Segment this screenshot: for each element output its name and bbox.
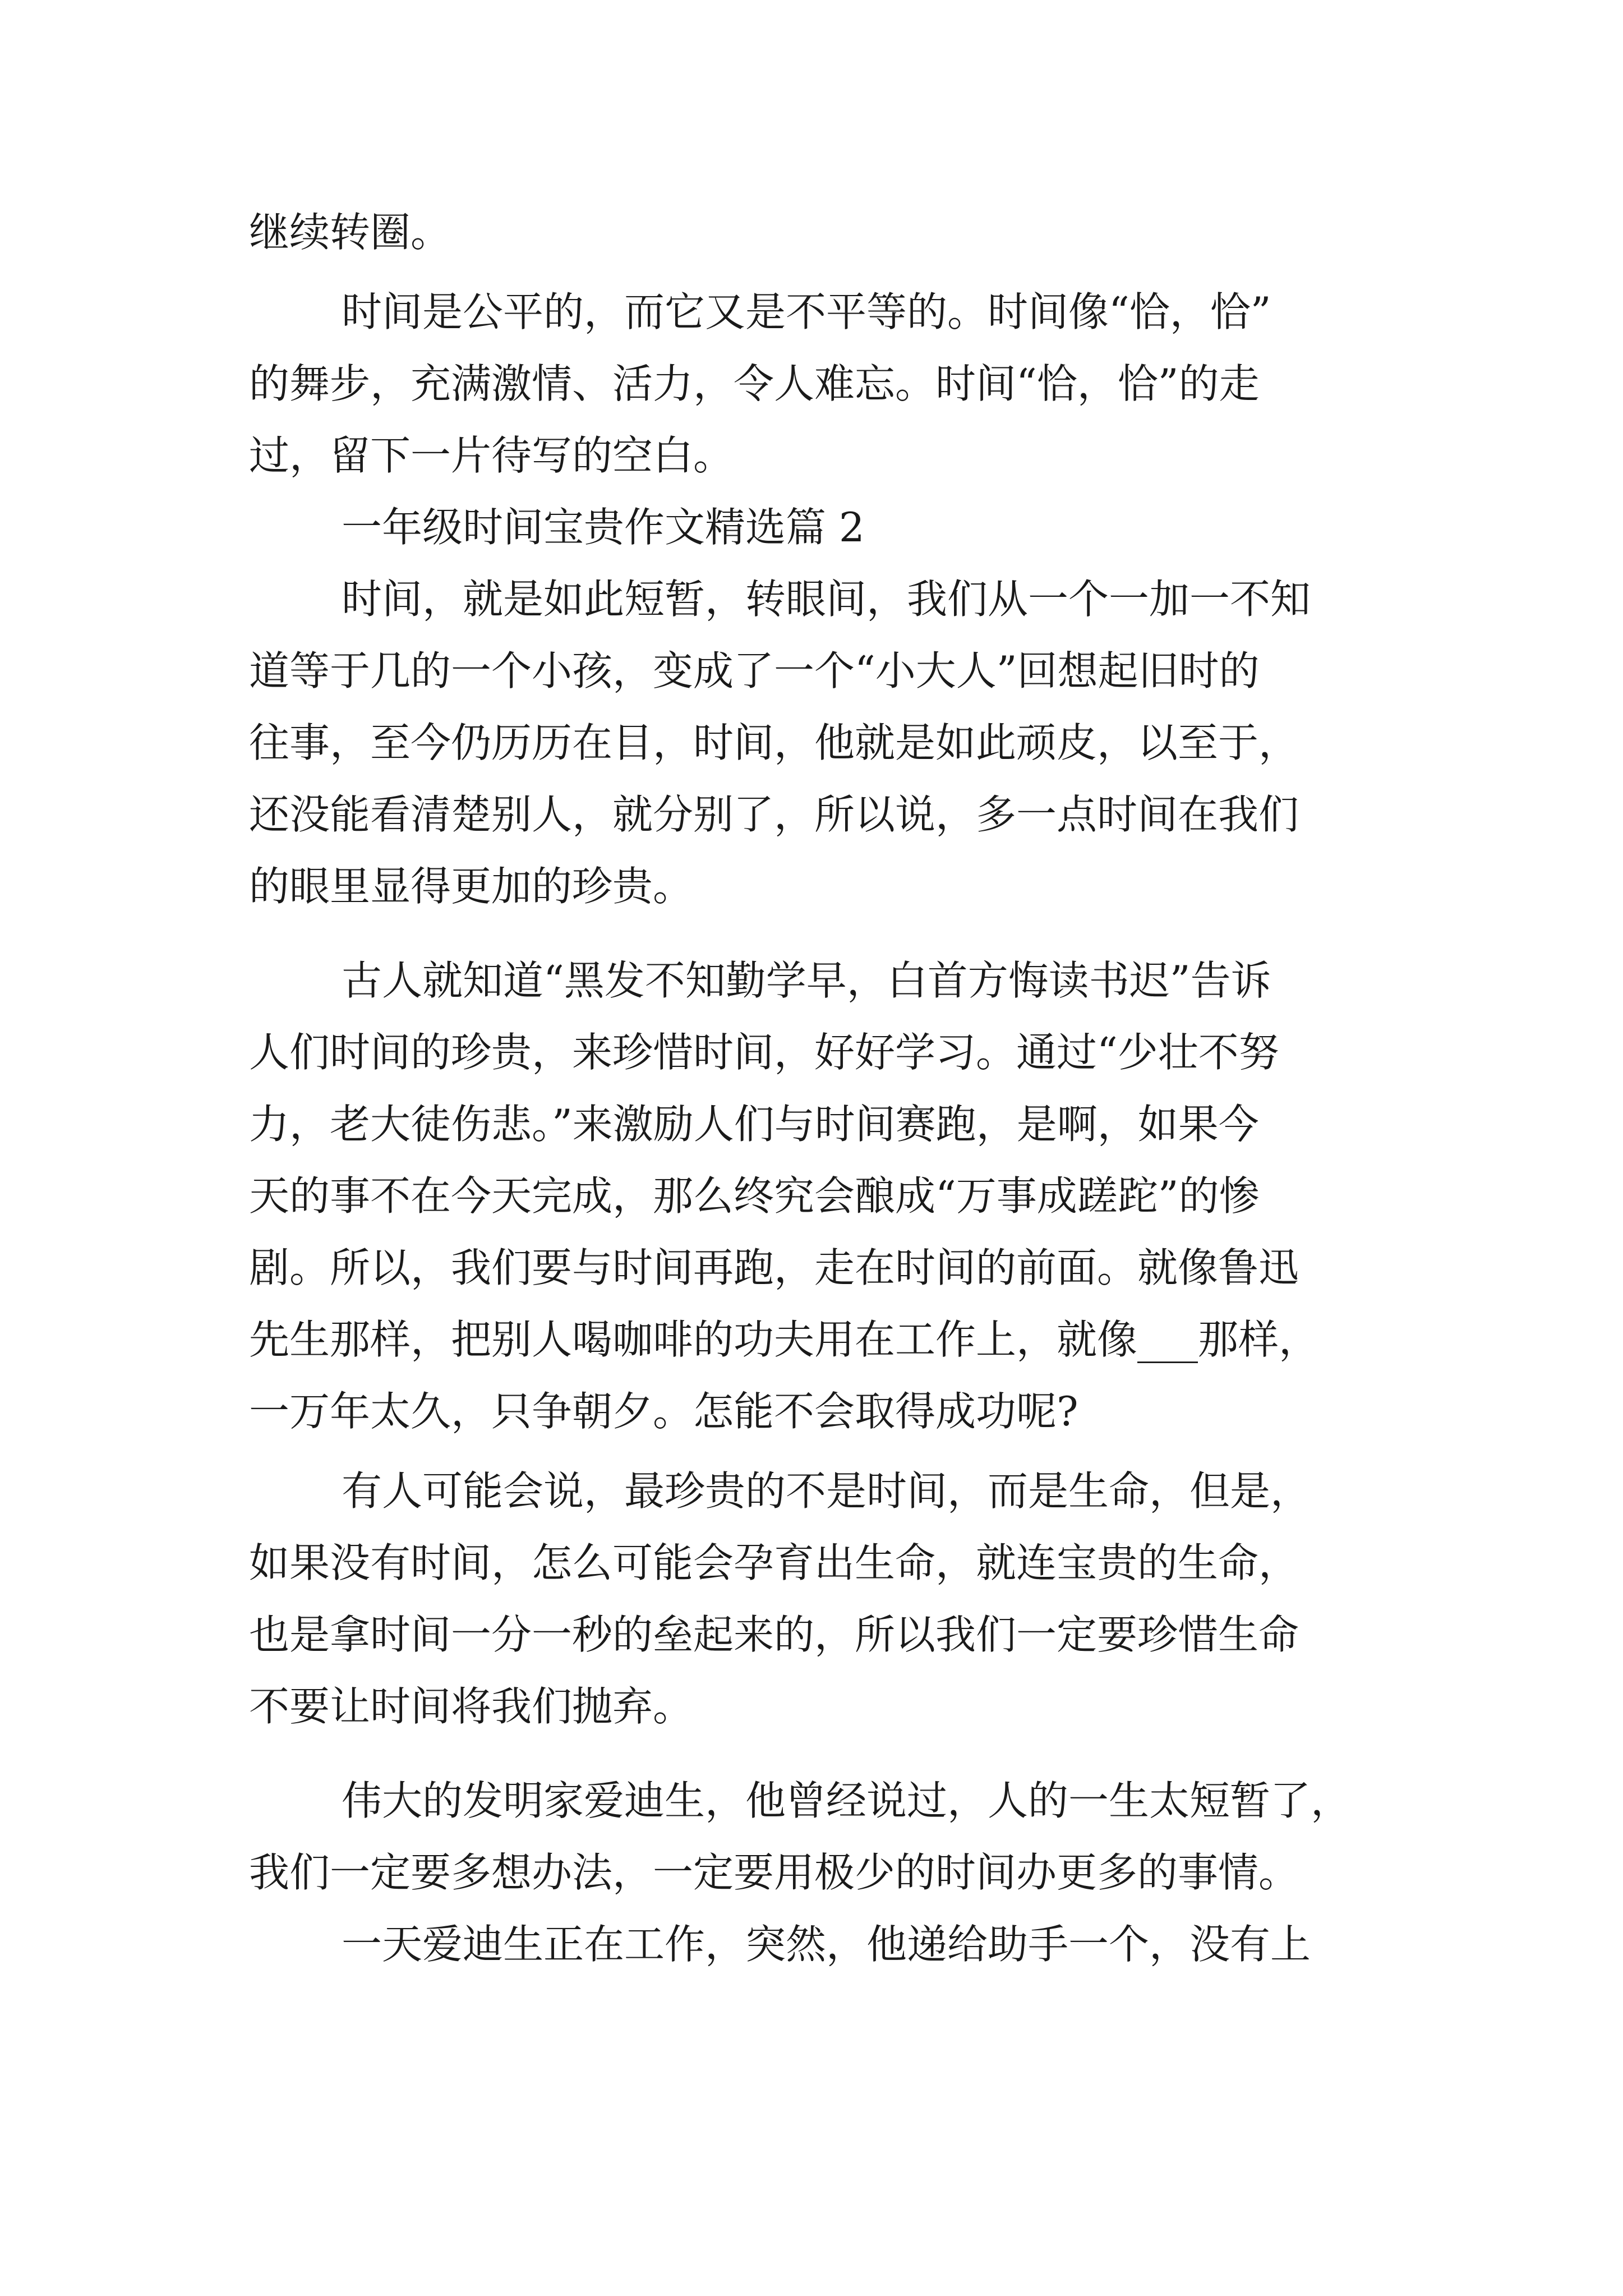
text-line: 往事，至今仍历历在目，时间，他就是如此顽皮，以至于， — [249, 719, 1299, 766]
document-body — [249, 196, 1404, 1980]
text-line: 时间，就是如此短暂，转眼间，我们从一个一加一不知 — [342, 576, 1311, 623]
text-line: 继续转圈。 — [249, 209, 451, 256]
text-line: 不要让时间将我们抛弃。 — [249, 1683, 694, 1730]
text-line: 先生那样，把别人喝咖啡的功夫用在工作上，就像___那样， — [249, 1316, 1320, 1363]
paragraph-edison-story — [249, 1908, 1404, 1980]
text-line: 的眼里显得更加的珍贵。 — [249, 863, 694, 910]
text-line: 剧。所以，我们要与时间再跑，走在时间的前面。就像鲁迅 — [249, 1244, 1299, 1291]
text-line: 我们一定要多想办法，一定要用极少的时间办更多的事情。 — [249, 1849, 1299, 1896]
text-line: 力，老大徒伤悲。”来激励人们与时间赛跑，是啊，如果今 — [249, 1101, 1259, 1148]
paragraph-edison — [249, 1765, 1404, 1908]
text-line: 过，留下一片待写的空白。 — [249, 432, 734, 479]
text-line: 一万年太久，只争朝夕。怎能不会取得成功呢? — [249, 1388, 1078, 1435]
paragraph-ancients — [249, 945, 1404, 1447]
text-line: 一天爱迪生正在工作，突然，他递给助手一个，没有上 — [342, 1921, 1311, 1968]
text-line: 如果没有时间，怎么可能会孕育出生命，就连宝贵的生命， — [249, 1539, 1299, 1586]
paragraph-time-fairness — [249, 276, 1404, 491]
text-line: 古人就知道“黑发不知勤学早，白首方悔读书迟”告诉 — [342, 957, 1271, 1004]
text-line: 也是拿时间一分一秒的垒起来的，所以我们一定要珍惜生命 — [249, 1611, 1299, 1658]
section-heading — [249, 491, 1404, 563]
text-line: 人们时间的珍贵，来珍惜时间，好好学习。通过“少壮不努 — [249, 1029, 1279, 1076]
text-line: 有人可能会说，最珍贵的不是时间，而是生命，但是， — [342, 1467, 1311, 1515]
paragraph-life — [249, 1455, 1404, 1742]
text-line: 道等于几的一个小孩，变成了一个“小大人”回想起旧时的 — [249, 647, 1260, 694]
paragraph-continuation — [249, 196, 1404, 268]
text-line: 天的事不在今天完成，那么终究会酿成“万事成蹉跎”的惨 — [249, 1172, 1260, 1220]
text-line: 时间是公平的，而它又是不平等的。时间像“恰，恰” — [342, 288, 1271, 335]
paragraph-time-short — [249, 563, 1404, 922]
text-line: 还没能看清楚别人，就分别了，所以说，多一点时间在我们 — [249, 791, 1299, 838]
text-line: 的舞步，充满激情、活力，令人难忘。时间“恰，恰”的走 — [249, 360, 1260, 407]
section-title: 一年级时间宝贵作文精选篇 2 — [342, 504, 865, 551]
text-line: 伟大的发明家爱迪生，他曾经说过，人的一生太短暂了， — [342, 1777, 1352, 1824]
